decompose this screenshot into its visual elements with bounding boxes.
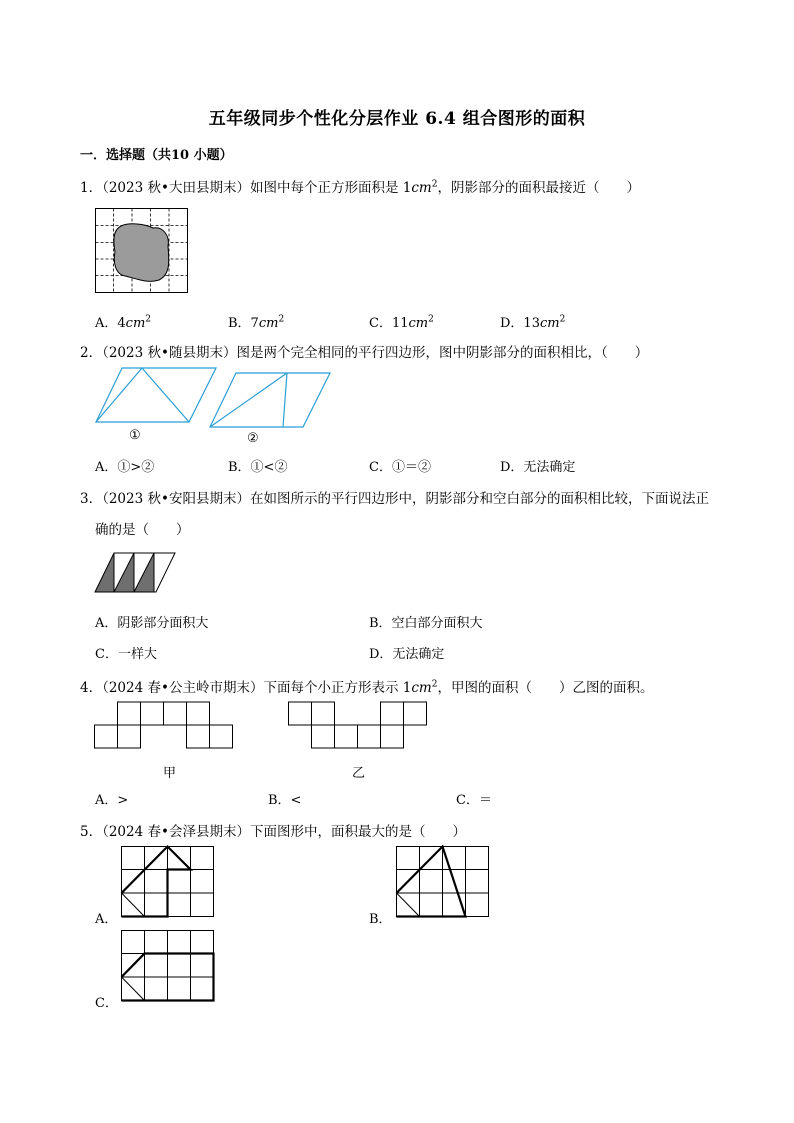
question-number: 1． bbox=[80, 180, 103, 196]
q2-option-c[interactable]: C．①＝② bbox=[369, 460, 431, 475]
q1-option-b[interactable]: B．$7cm^2$ bbox=[228, 314, 285, 331]
q3-option-a[interactable]: A．阴影部分面积大 bbox=[95, 616, 209, 631]
section-heading: 一．选择题（共10 小题） bbox=[80, 148, 233, 163]
q2-option-d[interactable]: D．无法确定 bbox=[500, 460, 576, 475]
question-5: 5．（2024 春•会泽县期末）下面图形中，面积最大的是（ ） bbox=[80, 824, 466, 840]
q1-shaded-blob bbox=[114, 224, 169, 282]
q4-caption-yi: 乙 bbox=[352, 766, 366, 781]
question-source: （2024 春•公主岭市期末） bbox=[102, 680, 264, 696]
q3-parallelogram bbox=[94, 552, 178, 594]
q2-option-b[interactable]: B．①<② bbox=[228, 460, 288, 475]
question-3: 3．（2023 秋•安阳县期末）在如图所示的平行四边形中，阴影部分和空白部分的面积相比较，下面说法正 bbox=[80, 491, 709, 507]
q1-option-a[interactable]: A．$4cm^2$ bbox=[95, 314, 152, 331]
question-number: 4． bbox=[80, 680, 103, 696]
page-title: 五年级同步个性化分层作业 6.4 组合图形的面积 bbox=[208, 109, 586, 129]
q1-grid-figure bbox=[95, 208, 189, 294]
q2-parallelogram-2 bbox=[209, 372, 333, 428]
question-1: 1．（2023 秋•大田县期末）如图中每个正方形面积是 $1cm^2$，阴影部分的面积最接近（ ） bbox=[80, 179, 640, 196]
q1-option-d[interactable]: D．$13cm^2$ bbox=[500, 314, 566, 331]
q2-caption-1: ① bbox=[129, 428, 141, 443]
q2-parallelogram-1 bbox=[95, 367, 219, 423]
q2-option-a[interactable]: A．①>② bbox=[95, 460, 155, 475]
question-source: （2023 秋•安阳县期末） bbox=[102, 491, 250, 507]
q3-option-b[interactable]: B．空白部分面积大 bbox=[369, 616, 483, 631]
question-4: 4．（2024 春•公主岭市期末）下面每个小正方形表示 $1cm^2$，甲图的面积（ ）乙图的面积。 bbox=[80, 679, 654, 696]
q4-option-b[interactable]: B．< bbox=[268, 793, 302, 808]
q5-option-b[interactable]: B． bbox=[369, 912, 392, 927]
q5-figure-b bbox=[396, 846, 491, 919]
q1-option-c[interactable]: C．$11cm^2$ bbox=[369, 314, 434, 331]
q4-option-c[interactable]: C．＝ bbox=[456, 793, 492, 808]
question-2: 2．（2023 秋•随县期末）图是两个完全相同的平行四边形，图中阴影部分的面积相比，（ ） bbox=[80, 345, 649, 361]
q5-option-c[interactable]: C． bbox=[95, 996, 118, 1011]
question-source: （2023 秋•大田县期末） bbox=[102, 180, 250, 196]
question-number: 3． bbox=[80, 491, 103, 507]
q5-figure-a bbox=[121, 846, 216, 919]
q5-option-a[interactable]: A． bbox=[95, 912, 118, 927]
q3-option-d[interactable]: D．无法确定 bbox=[369, 647, 445, 662]
q3-option-c[interactable]: C．一样大 bbox=[95, 647, 157, 662]
q4-option-a[interactable]: A．> bbox=[95, 793, 129, 808]
question-source: （2024 春•会泽县期末） bbox=[102, 824, 250, 840]
question-3-continued: 确的是（ ） bbox=[95, 522, 190, 538]
question-number: 2． bbox=[80, 345, 103, 361]
q5-figure-c bbox=[121, 930, 216, 1003]
question-number: 5． bbox=[80, 824, 103, 840]
q4-caption-jia: 甲 bbox=[163, 766, 177, 781]
q2-caption-2: ② bbox=[247, 431, 259, 446]
question-source: （2023 秋•随县期末） bbox=[102, 345, 237, 361]
q4-figure-jia bbox=[94, 701, 234, 749]
q4-figure-yi bbox=[288, 701, 428, 749]
